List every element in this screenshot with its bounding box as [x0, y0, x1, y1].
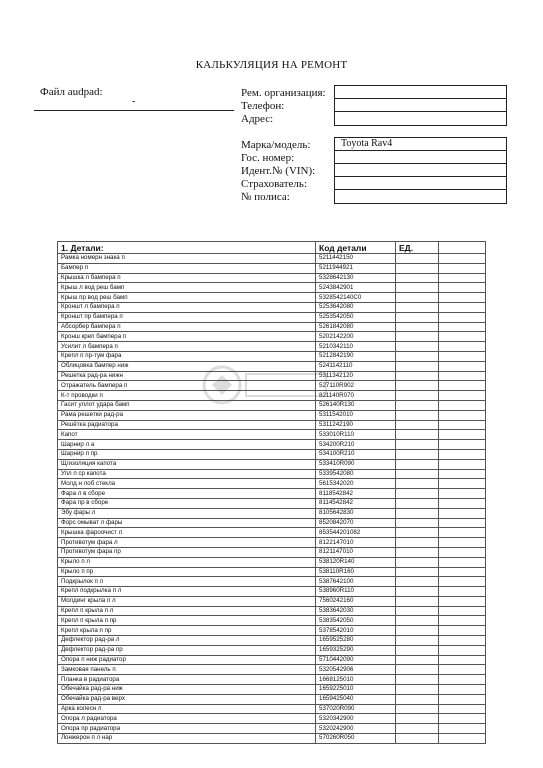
unit-cell — [396, 675, 439, 685]
part-code-cell: 5253642080 — [316, 302, 396, 312]
table-row — [58, 420, 486, 430]
unit-cell — [396, 479, 439, 489]
table-row — [58, 293, 486, 303]
table-row — [58, 724, 486, 734]
extra-cell — [439, 616, 486, 626]
phone-field[interactable] — [335, 99, 506, 112]
part-name-cell: Облицовка бампер ниж — [58, 361, 316, 371]
part-name-cell: Подкрылок п л — [58, 577, 316, 587]
extra-cell — [439, 273, 486, 283]
header-unit: ЕД. — [396, 242, 439, 254]
table-row — [58, 626, 486, 636]
extra-cell — [439, 322, 486, 332]
unit-cell — [396, 489, 439, 499]
unit-cell — [396, 361, 439, 371]
extra-cell — [439, 293, 486, 303]
extra-cell — [439, 655, 486, 665]
part-code-cell: 533010R110 — [316, 430, 396, 440]
part-code-cell: 5383542050 — [316, 616, 396, 626]
extra-cell — [439, 440, 486, 450]
unit-cell — [396, 273, 439, 283]
extra-cell — [439, 263, 486, 273]
part-code-cell: 5211944921 — [316, 263, 396, 273]
part-name-cell: Рамка номерн знака п — [58, 254, 316, 264]
policy-field[interactable] — [335, 190, 506, 203]
extra-cell — [439, 371, 486, 381]
part-name-cell: Форс омыват л фары — [58, 518, 316, 528]
part-code-cell: 5311542010 — [316, 410, 396, 420]
unit-cell — [396, 420, 439, 430]
extra-cell — [439, 645, 486, 655]
extra-cell — [439, 675, 486, 685]
part-name-cell: Шарнир л а — [58, 440, 316, 450]
unit-cell — [396, 734, 439, 744]
part-name-cell: Крыш л вод реш бамп — [58, 283, 316, 293]
parts-table — [57, 241, 486, 744]
table-row — [58, 675, 486, 685]
extra-cell — [439, 626, 486, 636]
unit-cell — [396, 430, 439, 440]
part-code-cell: 5241142110 — [316, 361, 396, 371]
extra-cell — [439, 567, 486, 577]
part-code-cell: 5328542140C0 — [316, 293, 396, 303]
part-name-cell: К-т проводки п — [58, 391, 316, 401]
part-code-cell: 8105642830 — [316, 508, 396, 518]
phone-label: Телефон: — [241, 100, 285, 112]
table-row — [58, 479, 486, 489]
part-name-cell: Бампер п — [58, 263, 316, 273]
vin-field[interactable] — [335, 164, 506, 177]
part-name-cell: Кроншт л бампера п — [58, 302, 316, 312]
parts-table-body — [58, 254, 486, 744]
extra-cell — [439, 587, 486, 597]
extra-cell — [439, 400, 486, 410]
unit-cell — [396, 528, 439, 538]
unit-cell — [396, 508, 439, 518]
part-code-cell: 5387642100 — [316, 577, 396, 587]
part-code-cell: 5320242900 — [316, 724, 396, 734]
unit-cell — [396, 557, 439, 567]
part-code-cell: 537020R090 — [316, 704, 396, 714]
table-row — [58, 254, 486, 264]
unit-cell — [396, 665, 439, 675]
extra-cell — [439, 724, 486, 734]
part-code-cell: 8121147010 — [316, 547, 396, 557]
part-code-cell: 5311242190 — [316, 420, 396, 430]
part-code-cell: 538110R160 — [316, 567, 396, 577]
part-name-cell: Рама решетки рад-ра — [58, 410, 316, 420]
table-row — [58, 430, 486, 440]
extra-cell — [439, 449, 486, 459]
part-code-cell: 1659225010 — [316, 685, 396, 695]
part-code-cell: 534100R210 — [316, 449, 396, 459]
table-row — [58, 518, 486, 528]
extra-cell — [439, 694, 486, 704]
extra-cell — [439, 332, 486, 342]
unit-cell — [396, 498, 439, 508]
table-row — [58, 685, 486, 695]
unit-cell — [396, 518, 439, 528]
header-extra — [439, 242, 486, 254]
unit-cell — [396, 302, 439, 312]
extra-cell — [439, 479, 486, 489]
table-row — [58, 636, 486, 646]
unit-cell — [396, 724, 439, 734]
part-name-cell: Дефлектор рад-ра л — [58, 636, 316, 646]
unit-cell — [396, 332, 439, 342]
part-code-cell: 533410R090 — [316, 459, 396, 469]
unit-cell — [396, 645, 439, 655]
unit-cell — [396, 636, 439, 646]
extra-cell — [439, 577, 486, 587]
table-row — [58, 665, 486, 675]
extra-cell — [439, 361, 486, 371]
header-parts: 1. Детали: — [58, 242, 316, 254]
unit-cell — [396, 400, 439, 410]
unit-cell — [396, 596, 439, 606]
extra-cell — [439, 508, 486, 518]
extra-cell — [439, 430, 486, 440]
part-name-cell: Лонжерон п л нар — [58, 734, 316, 744]
unit-cell — [396, 440, 439, 450]
extra-cell — [439, 469, 486, 479]
part-code-cell: 5311342120 — [316, 371, 396, 381]
extra-cell — [439, 734, 486, 744]
table-row — [58, 587, 486, 597]
unit-cell — [396, 469, 439, 479]
table-row — [58, 263, 486, 273]
part-name-cell: Замковая панель п — [58, 665, 316, 675]
unit-cell — [396, 322, 439, 332]
reg-number-field[interactable] — [335, 151, 506, 164]
unit-cell — [396, 449, 439, 459]
part-name-cell: Обечайка рад-ра ниж — [58, 685, 316, 695]
table-row — [58, 459, 486, 469]
extra-cell — [439, 538, 486, 548]
unit-cell — [396, 694, 439, 704]
unit-cell — [396, 371, 439, 381]
table-row — [58, 704, 486, 714]
unit-cell — [396, 283, 439, 293]
part-name-cell: Абсорбер бампера п — [58, 322, 316, 332]
part-name-cell: Дефлектор рад-ра пр — [58, 645, 316, 655]
table-row — [58, 322, 486, 332]
part-name-cell: Опора л радиатора — [58, 714, 316, 724]
part-name-cell: Крышка фароочист л — [58, 528, 316, 538]
part-name-cell: Шарнир п пр — [58, 449, 316, 459]
make-model-label: Марка/модель: — [241, 139, 311, 151]
extra-cell — [439, 665, 486, 675]
vehicle-info-box — [334, 137, 507, 204]
vin-label: Идент.№ (VIN): — [241, 165, 316, 177]
extra-cell — [439, 498, 486, 508]
extra-cell — [439, 410, 486, 420]
table-row — [58, 342, 486, 352]
part-code-cell: 5261842080 — [316, 322, 396, 332]
table-row — [58, 734, 486, 744]
part-name-cell: Противотум фара пр — [58, 547, 316, 557]
unit-cell — [396, 312, 439, 322]
extra-cell — [439, 254, 486, 264]
part-code-cell: 5320342900 — [316, 714, 396, 724]
extra-cell — [439, 283, 486, 293]
part-code-cell: 527110R902 — [316, 381, 396, 391]
part-code-cell: 5253542050 — [316, 312, 396, 322]
part-name-cell: Кроншт пр бампера п — [58, 312, 316, 322]
part-code-cell: 8118542842 — [316, 489, 396, 499]
part-name-cell: Крыло п л — [58, 557, 316, 567]
unit-cell — [396, 391, 439, 401]
repair-org-label: Рем. организация: — [241, 87, 326, 99]
part-name-cell: Щ/изоляция капота — [58, 459, 316, 469]
part-name-cell: Крыло п пр — [58, 567, 316, 577]
unit-cell — [396, 616, 439, 626]
part-code-cell: 5339542080 — [316, 469, 396, 479]
unit-cell — [396, 704, 439, 714]
table-row — [58, 606, 486, 616]
part-code-cell: 5383642030 — [316, 606, 396, 616]
extra-cell — [439, 685, 486, 695]
unit-cell — [396, 655, 439, 665]
extra-cell — [439, 489, 486, 499]
part-name-cell: Планка в радиатора — [58, 675, 316, 685]
unit-cell — [396, 254, 439, 264]
part-code-cell: 538960R110 — [316, 587, 396, 597]
table-row — [58, 302, 486, 312]
table-row — [58, 557, 486, 567]
table-row — [58, 528, 486, 538]
part-name-cell: Опора пр радиатора — [58, 724, 316, 734]
part-code-cell: 1668125010 — [316, 675, 396, 685]
part-code-cell: 7560242160 — [316, 596, 396, 606]
unit-cell — [396, 459, 439, 469]
part-code-cell: 821140R070 — [316, 391, 396, 401]
extra-cell — [439, 381, 486, 391]
table-row — [58, 596, 486, 606]
part-code-cell: 1659425040 — [316, 694, 396, 704]
table-row — [58, 498, 486, 508]
unit-cell — [396, 538, 439, 548]
part-code-cell: 570260R050 — [316, 734, 396, 744]
part-code-cell: 526140R130 — [316, 400, 396, 410]
part-name-cell: Арка колесн л — [58, 704, 316, 714]
table-row — [58, 616, 486, 626]
extra-cell — [439, 596, 486, 606]
part-code-cell: 534200R210 — [316, 440, 396, 450]
table-row — [58, 312, 486, 322]
extra-cell — [439, 420, 486, 430]
extra-cell — [439, 391, 486, 401]
unit-cell — [396, 410, 439, 420]
part-code-cell: 8114542842 — [316, 498, 396, 508]
table-row — [58, 547, 486, 557]
part-code-cell: 1659525280 — [316, 636, 396, 646]
file-underline — [34, 110, 234, 111]
unit-cell — [396, 547, 439, 557]
part-code-cell: 5202142200 — [316, 332, 396, 342]
parts-table-wrap — [57, 241, 485, 744]
part-code-cell: 5212842190 — [316, 351, 396, 361]
unit-cell — [396, 714, 439, 724]
part-name-cell: Крепл п крыла п л — [58, 606, 316, 616]
header-part-code: Код детали — [316, 242, 396, 254]
part-code-cell: 5320542906 — [316, 665, 396, 675]
extra-cell — [439, 528, 486, 538]
part-name-cell: Крыш пр вод реш бамп — [58, 293, 316, 303]
table-row — [58, 538, 486, 548]
unit-cell — [396, 351, 439, 361]
part-name-cell: Упл п ср капота — [58, 469, 316, 479]
part-name-cell: Противотум фара л — [58, 538, 316, 548]
unit-cell — [396, 577, 439, 587]
unit-cell — [396, 263, 439, 273]
part-code-cell: 5378542010 — [316, 626, 396, 636]
part-name-cell: Крепл подкрылка п л — [58, 587, 316, 597]
repair-org-field[interactable] — [335, 86, 506, 99]
page-title: КАЛЬКУЛЯЦИЯ НА РЕМОНТ — [195, 59, 348, 71]
table-row — [58, 567, 486, 577]
part-code-cell: 5210342110 — [316, 342, 396, 352]
part-name-cell: Фара пр в сборе — [58, 498, 316, 508]
part-code-cell: 1659325290 — [316, 645, 396, 655]
unit-cell — [396, 381, 439, 391]
extra-cell — [439, 302, 486, 312]
table-row — [58, 694, 486, 704]
table-row — [58, 283, 486, 293]
part-name-cell: Молд н лоб стекла — [58, 479, 316, 489]
part-code-cell: 5211442150 — [316, 254, 396, 264]
policy-label: № полиса: — [241, 191, 290, 203]
part-name-cell: Решётка радиатора — [58, 420, 316, 430]
part-name-cell: Крышка л бампера п — [58, 273, 316, 283]
extra-cell — [439, 312, 486, 322]
part-name-cell: Опора п ниж радиатор — [58, 655, 316, 665]
unit-cell — [396, 685, 439, 695]
parts-table-header — [58, 242, 486, 254]
table-row — [58, 332, 486, 342]
extra-cell — [439, 459, 486, 469]
table-row — [58, 440, 486, 450]
watermark-logo-icon — [200, 360, 330, 410]
part-code-cell: 5243842901 — [316, 283, 396, 293]
unit-cell — [396, 587, 439, 597]
table-row — [58, 645, 486, 655]
extra-cell — [439, 704, 486, 714]
repair-info-box — [334, 85, 507, 126]
unit-cell — [396, 606, 439, 616]
file-value: - — [132, 96, 136, 107]
reg-number-label: Гос. номер: — [241, 152, 295, 164]
table-row — [58, 655, 486, 665]
part-code-cell: 8520842070 — [316, 518, 396, 528]
part-code-cell: 5710442090 — [316, 655, 396, 665]
part-name-cell: Решетка рад-ра нижн — [58, 371, 316, 381]
part-code-cell: 5328642130 — [316, 273, 396, 283]
part-name-cell: Фара л в сборе — [58, 489, 316, 499]
part-name-cell: Капот — [58, 430, 316, 440]
part-name-cell: Крепл крыла п пр — [58, 626, 316, 636]
part-code-cell: 538120R140 — [316, 557, 396, 567]
part-name-cell: Гасит уплот удара бамп — [58, 400, 316, 410]
part-name-cell: Крепл п крыла п пр — [58, 616, 316, 626]
table-row — [58, 410, 486, 420]
extra-cell — [439, 557, 486, 567]
insured-label: Страхователь: — [241, 178, 307, 190]
part-code-cell: 8122147010 — [316, 538, 396, 548]
extra-cell — [439, 351, 486, 361]
make-model-field[interactable]: Toyota Rav4 — [335, 138, 506, 151]
part-code-cell: 853544201082 — [316, 528, 396, 538]
part-name-cell: Отражатель бампера п — [58, 381, 316, 391]
insured-field[interactable] — [335, 177, 506, 190]
extra-cell — [439, 547, 486, 557]
address-label: Адрес: — [241, 113, 274, 125]
table-row — [58, 469, 486, 479]
unit-cell — [396, 626, 439, 636]
extra-cell — [439, 518, 486, 528]
part-name-cell: Крепл п пр-тум фара — [58, 351, 316, 361]
unit-cell — [396, 567, 439, 577]
part-name-cell: Кронш креп бампера п — [58, 332, 316, 342]
extra-cell — [439, 636, 486, 646]
unit-cell — [396, 342, 439, 352]
extra-cell — [439, 606, 486, 616]
extra-cell — [439, 342, 486, 352]
part-code-cell: 5615342020 — [316, 479, 396, 489]
table-row — [58, 273, 486, 283]
table-row — [58, 577, 486, 587]
part-name-cell: Молдинг крыла п л — [58, 596, 316, 606]
extra-cell — [439, 714, 486, 724]
part-name-cell: Эбу фары л — [58, 508, 316, 518]
part-name-cell: Обечайка рад-ра верх — [58, 694, 316, 704]
table-row — [58, 508, 486, 518]
unit-cell — [396, 293, 439, 303]
address-field[interactable] — [335, 112, 506, 125]
table-row — [58, 449, 486, 459]
part-name-cell: Усилит л бампера п — [58, 342, 316, 352]
file-label: Файл audpad: — [40, 86, 103, 98]
table-row — [58, 489, 486, 499]
table-row — [58, 714, 486, 724]
